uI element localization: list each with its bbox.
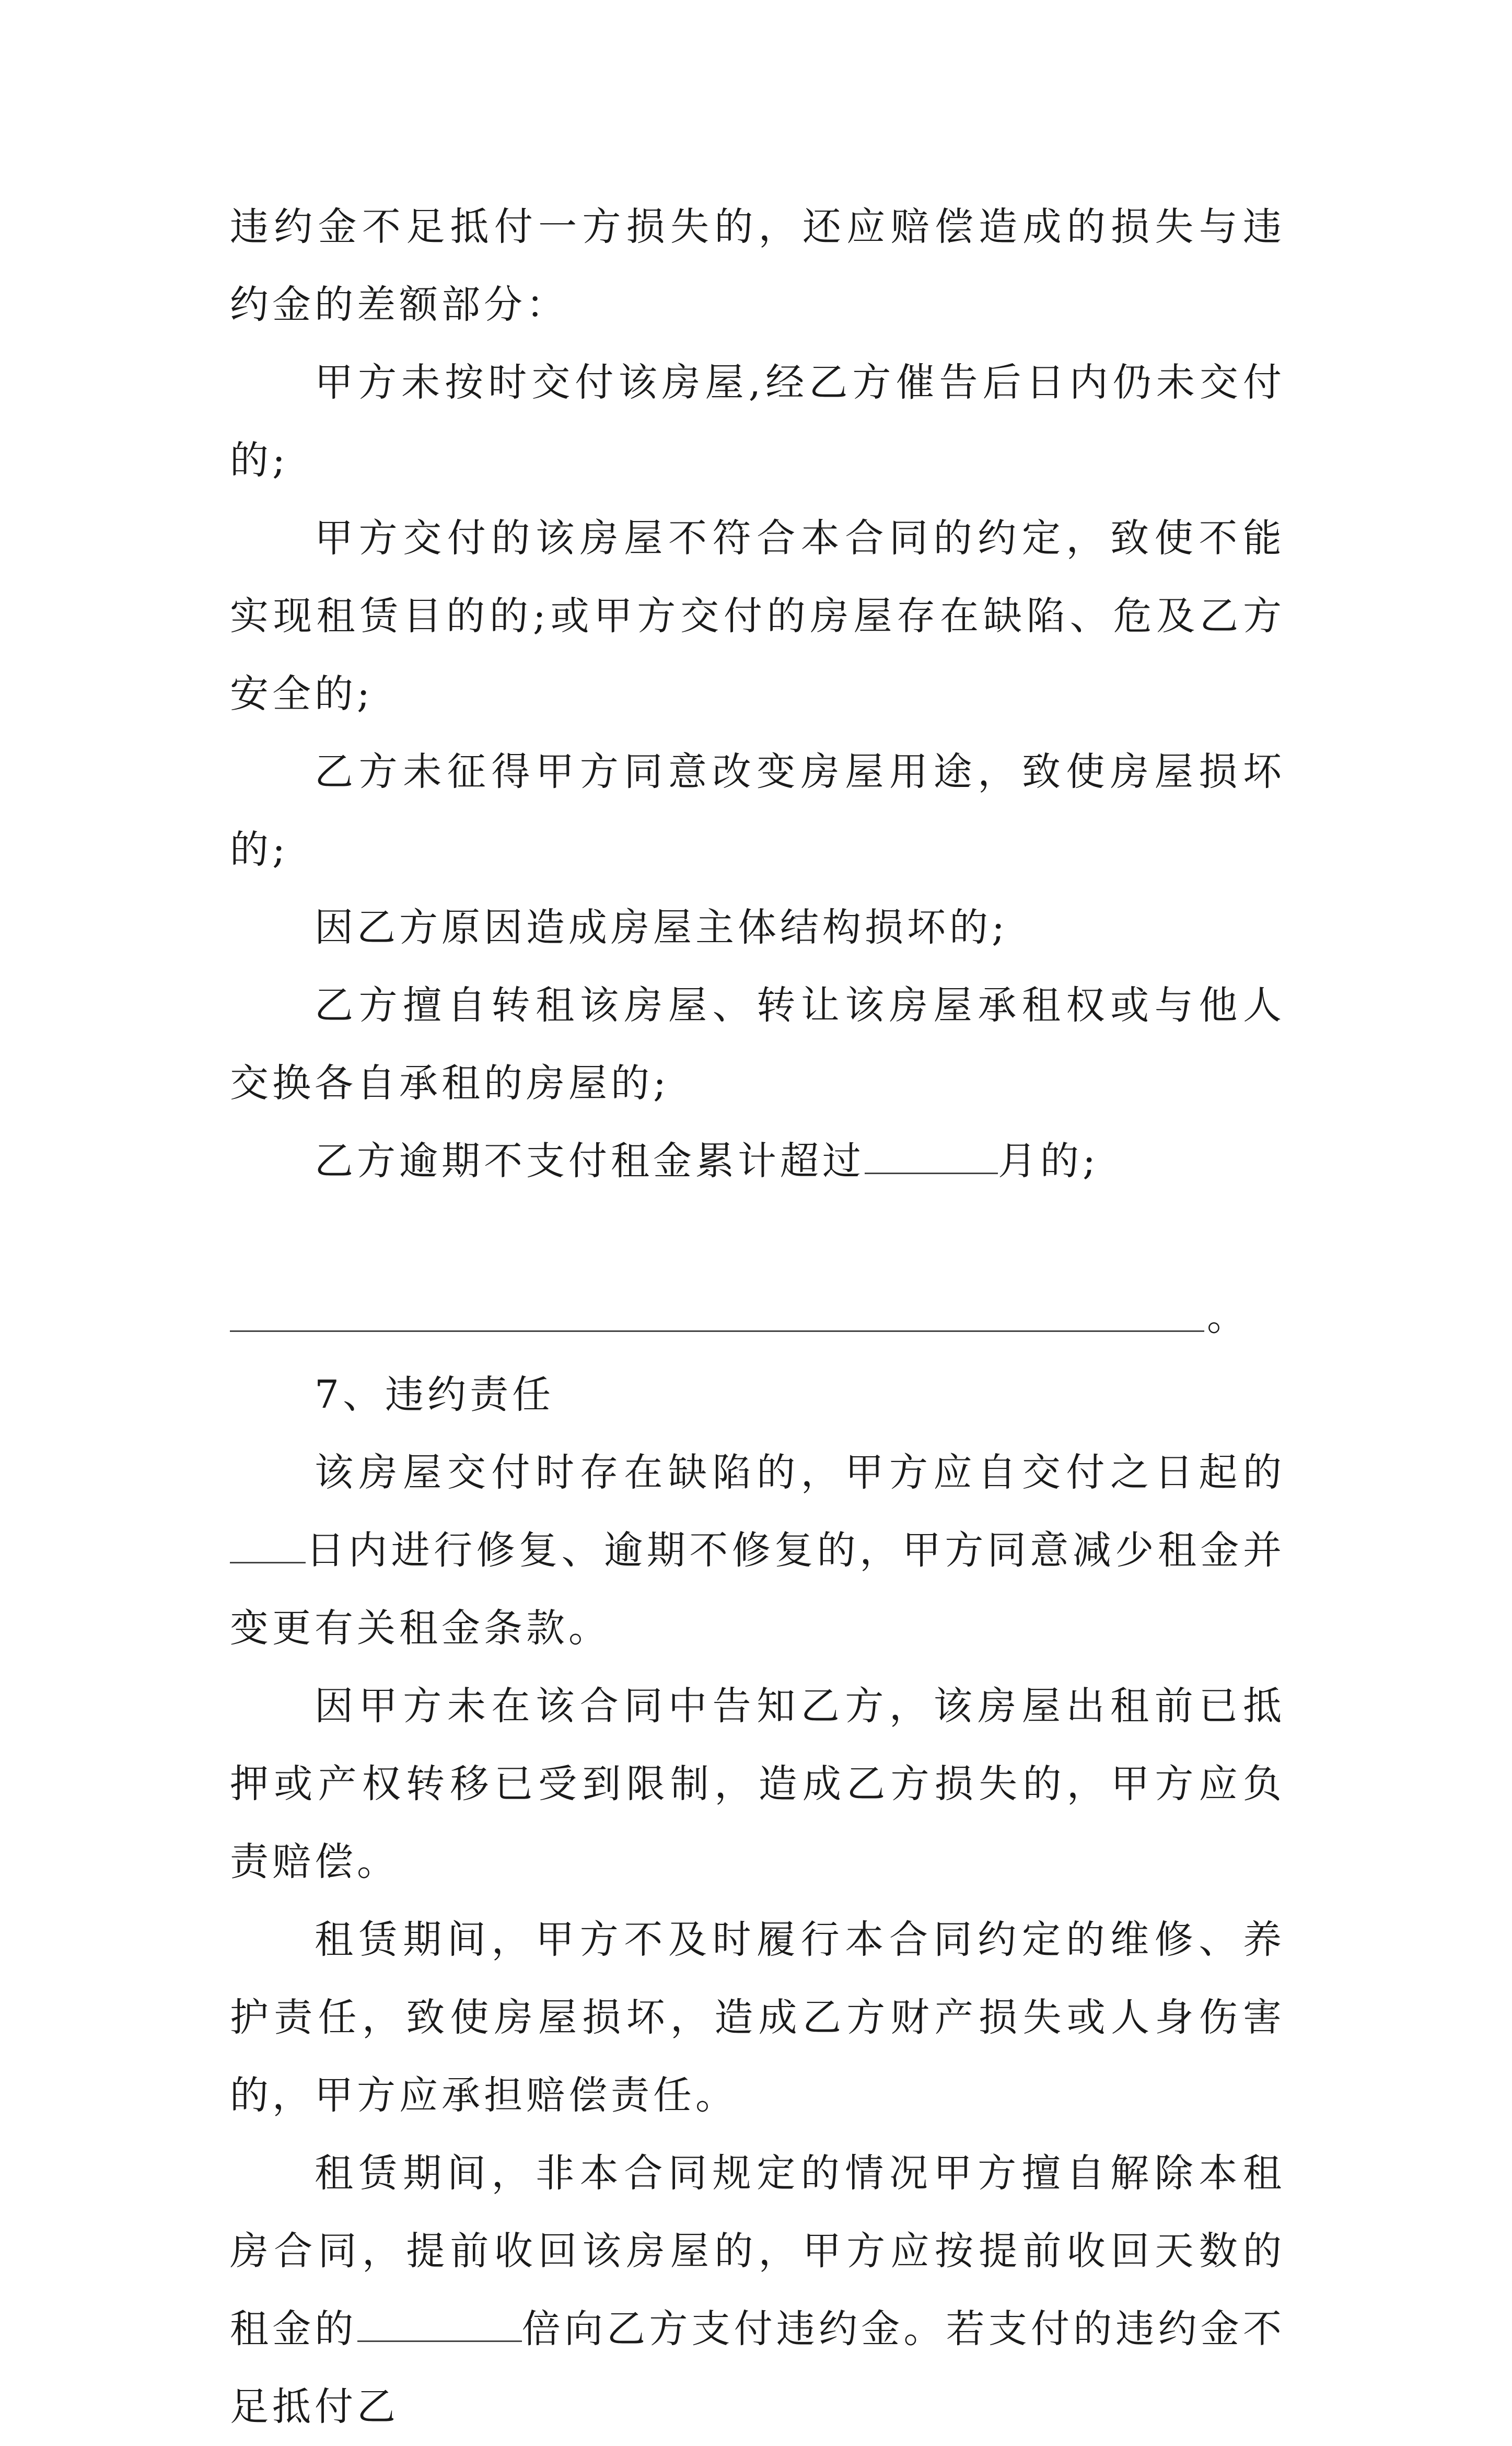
blank-spacer xyxy=(230,1200,1285,1278)
paragraph-penalty-shortfall: 违约金不足抵付一方损失的，还应赔偿造成的损失与违约金的差额部分： xyxy=(230,204,1285,327)
paragraph-changed-use: 乙方未征得甲方同意改变房屋用途，致使房屋损坏的; xyxy=(230,749,1285,872)
early-termination-rest: 倍向乙方支付违约金。若支付的违约金不足抵付乙 xyxy=(230,2306,1286,2429)
repair-days-blank xyxy=(230,1525,306,1563)
long-blank-line-row xyxy=(230,1278,1285,1356)
document-body xyxy=(230,188,1285,2446)
overdue-rent-suffix: 月的; xyxy=(998,1139,1099,1184)
long-blank-line xyxy=(230,1330,1204,1332)
paragraph-sublet: 乙方擅自转租该房屋、转让该房屋承租权或与他人交换各自承租的房屋的; xyxy=(230,983,1285,1106)
defect-text: 该房屋交付时存在缺陷的，甲方应自交付之日起的 xyxy=(315,1450,1285,1495)
paragraph-overdue-rent xyxy=(230,1122,1285,1200)
paragraph-structure-damage: 因乙方原因造成房屋主体结构损坏的; xyxy=(315,905,1008,950)
penalty-multiple-blank xyxy=(357,2304,522,2342)
defect-text-rest: 日内进行修复、逾期不修复的，甲方同意减少租金并变更有关租金条款。 xyxy=(230,1528,1285,1651)
paragraph-maintenance: 租赁期间，甲方不及时履行本合同约定的维修、养护责任，致使房屋损坏，造成乙方财产损失或人身伤害的，甲方应承担赔偿责任。 xyxy=(230,1917,1285,2118)
paragraph-mortgage: 因甲方未在该合同中告知乙方，该房屋出租前已抵押或产权转移已受到限制，造成乙方损失的，甲方应负责赔偿。 xyxy=(230,1684,1285,1884)
paragraph-late-delivery: 甲方未按时交付该房屋,经乙方催告后日内仍未交付的; xyxy=(230,360,1285,483)
paragraph-early-termination xyxy=(230,2135,1285,2446)
early-termination-text: 租赁期间，非本合同规定的情况甲方擅自解除本租房合同，提前收回该房屋的，甲方应按提前收回天数的租金的 xyxy=(230,2151,1285,2351)
paragraph-defect-repair xyxy=(230,1434,1285,1667)
section-title: 7、违约责任 xyxy=(315,1372,555,1417)
overdue-rent-text: 乙方逾期不支付租金累计超过 xyxy=(315,1139,865,1184)
long-blank-line-end: 。 xyxy=(1207,1294,1249,1339)
overdue-months-blank xyxy=(865,1136,998,1174)
paragraph-nonconforming-house: 甲方交付的该房屋不符合本合同的约定，致使不能实现租赁目的的;或甲方交付的房屋存在缺陷、危及乙方安全的; xyxy=(230,516,1285,716)
